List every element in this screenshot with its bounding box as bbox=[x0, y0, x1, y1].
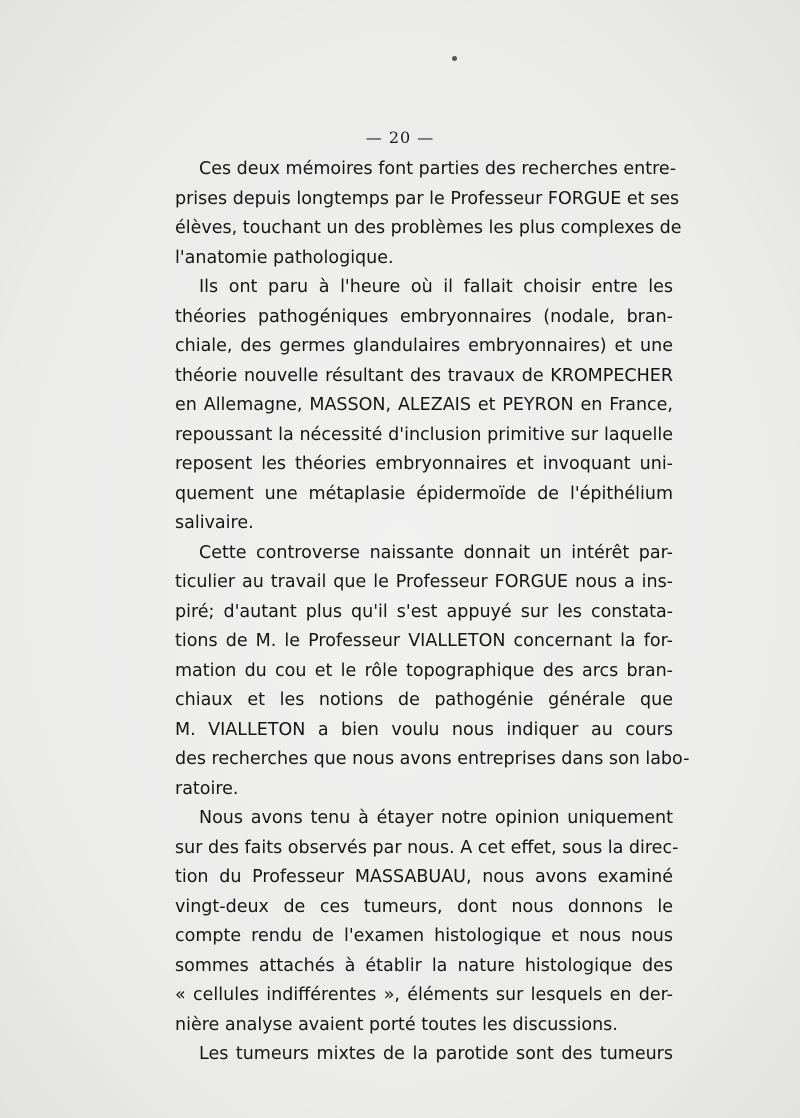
text-line: repoussant la nécessité d'inclusion primitive sur laquelle bbox=[175, 424, 673, 445]
text-line: reposent les théories embryonnaires et invoquant uni- bbox=[175, 454, 673, 474]
text-line: nière analyse avaient porté toutes les discussions. bbox=[175, 1014, 618, 1035]
text-line: mation du cou et le rôle topographique des arcs bran- bbox=[175, 660, 673, 681]
text-line: prises depuis longtemps par le Professeur FORGUE et ses bbox=[175, 188, 680, 209]
text-line: chiale, des germes glandulaires embryonnaires) et une bbox=[175, 336, 673, 356]
text-line: salivaire. bbox=[175, 513, 254, 533]
text-line: des recherches que nous avons entreprises dans son labo- bbox=[175, 749, 690, 769]
text-line: Cette controverse naissante donnait un intérêt par- bbox=[199, 542, 673, 563]
text-line: M. VIALLETON a bien voulu nous indiquer au cours bbox=[175, 719, 673, 740]
text-line: ticulier au travail que le Professeur FORGUE nous a ins- bbox=[175, 572, 673, 592]
ink-speck bbox=[452, 56, 457, 61]
text-line: théories pathogéniques embryonnaires (nodale, bran- bbox=[175, 306, 673, 327]
text-line: « cellules indifférentes », éléments sur lesquels en der- bbox=[175, 985, 673, 1005]
text-line: piré; d'autant plus qu'il s'est appuyé sur les constata- bbox=[175, 601, 673, 622]
text-line: quement une métaplasie épidermoïde de l'épithélium bbox=[175, 483, 673, 504]
text-line: vingt-deux de ces tumeurs, dont nous donnons le bbox=[175, 896, 673, 917]
text-line: tions de M. le Professeur VIALLETON concernant la for- bbox=[175, 631, 673, 651]
text-line: tion du Professeur MASSABUAU, nous avons examiné bbox=[175, 867, 673, 887]
text-line: ratoire. bbox=[175, 778, 239, 799]
text-line: compte rendu de l'examen histologique et nous nous bbox=[175, 926, 673, 946]
text-line: l'anatomie pathologique. bbox=[175, 247, 394, 268]
text-line: en Allemagne, MASSON, ALEZAIS et PEYRON en France, bbox=[175, 395, 673, 415]
text-line: théorie nouvelle résultant des travaux de KROMPECHER bbox=[175, 365, 673, 386]
text-line: Les tumeurs mixtes de la parotide sont des tumeurs bbox=[199, 1044, 673, 1064]
text-line: Nous avons tenu à étayer notre opinion uniquement bbox=[199, 808, 673, 828]
text-line: sommes attachés à établir la nature histologique des bbox=[175, 955, 673, 976]
page-number: — 20 — bbox=[365, 128, 435, 147]
body-text bbox=[175, 155, 690, 1070]
text-line: sur des faits observés par nous. A cet effet, sous la direc- bbox=[175, 837, 679, 858]
text-line: élèves, touchant un des problèmes les plus complexes de bbox=[175, 218, 682, 238]
text-line: Ils ont paru à l'heure où il fallait choisir entre les bbox=[199, 277, 673, 297]
text-line: chiaux et les notions de pathogénie générale que bbox=[175, 690, 673, 710]
text-line: Ces deux mémoires font parties des recherches entre- bbox=[199, 159, 677, 179]
